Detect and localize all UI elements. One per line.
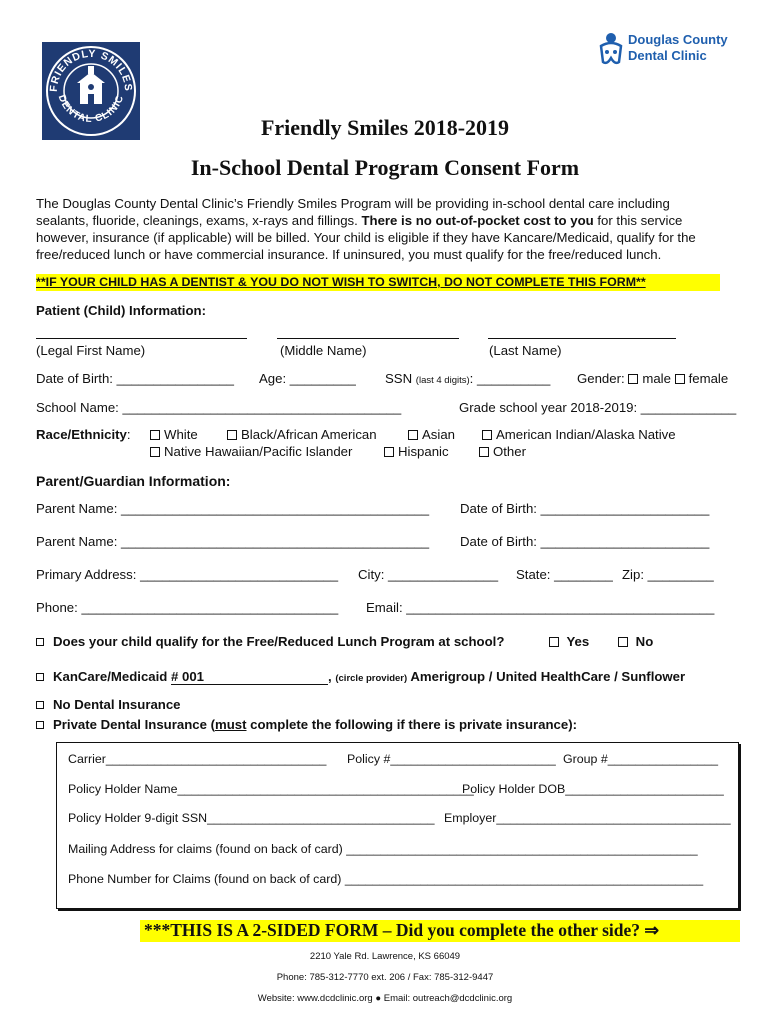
kancare-row: KanCare/Medicaid # 001 , (circle provider) Amerigroup / United HealthCare / Sunflower	[36, 669, 685, 685]
race-option-hawaiian[interactable]: Native Hawaiian/Pacific Islander	[150, 444, 352, 459]
holder-dob-field[interactable]: Policy Holder DOB_______________________	[462, 782, 724, 796]
tooth-family-icon	[598, 32, 624, 66]
first-name-label: (Legal First Name)	[36, 343, 146, 358]
race-option-black[interactable]: Black/African American	[227, 427, 377, 442]
no-insurance-row: No Dental Insurance	[36, 697, 181, 712]
parent-2-dob-field[interactable]: Date of Birth: _______________________	[460, 534, 710, 549]
two-sided-text: ***THIS IS A 2-SIDED FORM – Did you complete the other side? ⇒	[144, 920, 660, 940]
last-name-line[interactable]	[488, 338, 676, 339]
warning-text: **IF YOUR CHILD HAS A DENTIST & YOU DO NOT WISH TO SWITCH, DO NOT COMPLETE THIS FORM**	[36, 275, 646, 289]
age-field[interactable]: Age: _________	[259, 371, 356, 386]
carrier-field[interactable]: Carrier________________________________	[68, 752, 327, 766]
female-checkbox[interactable]	[675, 374, 685, 384]
svg-text:FRIENDLY SMILES: FRIENDLY SMILES	[47, 47, 135, 93]
male-checkbox[interactable]	[628, 374, 638, 384]
footer-website: Website: www.dcdclinic.org ● Email: outreach@dcdclinic.org	[257, 993, 513, 1004]
holder-ssn-field[interactable]: Policy Holder 9-digit SSN_________________________________	[68, 811, 435, 825]
lunch-checkbox[interactable]	[36, 638, 44, 646]
intro-line-1: The Douglas County Dental Clinic’s Friendly Smiles Program will be providing in-school dental care including	[36, 196, 670, 211]
no-insurance-checkbox[interactable]	[36, 701, 44, 709]
last-name-label: (Last Name)	[489, 343, 562, 358]
phone-field[interactable]: Phone: ___________________________________	[36, 600, 339, 615]
lunch-question: Does your child qualify for the Free/Reduced Lunch Program at school?	[36, 634, 504, 649]
group-number-field[interactable]: Group #________________	[563, 752, 719, 766]
footer-phone: Phone: 785-312-7770 ext. 206 / Fax: 785-312-9447	[276, 972, 494, 983]
kancare-checkbox[interactable]	[36, 673, 44, 681]
svg-text:DENTAL CLINIC: DENTAL CLINIC	[55, 93, 127, 126]
private-insurance-checkbox[interactable]	[36, 721, 44, 729]
zip-field[interactable]: Zip: _________	[622, 567, 714, 582]
intro-line-2: sealants, fluoride, cleanings, exams, x-rays and fillings. There is no out-of-pocket cost to you for this service	[36, 213, 683, 228]
grade-field[interactable]: Grade school year 2018-2019: _____________	[459, 400, 737, 415]
douglas-county-logo	[598, 32, 748, 68]
race-option-white[interactable]: White	[150, 427, 198, 442]
lunch-yes-option[interactable]: Yes	[549, 634, 589, 649]
holder-name-field[interactable]: Policy Holder Name___________________________________________	[68, 782, 474, 796]
intro-line-3: however, insurance (if applicable) will be billed. Your child is eligible if they have Kancare/Medicaid, qualify for the	[36, 230, 696, 245]
address-field[interactable]: Primary Address: ___________________________	[36, 567, 339, 582]
footer-address: 2210 Yale Rd. Lawrence, KS 66049	[309, 951, 461, 962]
policy-number-field[interactable]: Policy #________________________	[347, 752, 556, 766]
logo-line-1: Douglas County	[628, 32, 728, 47]
claims-phone-field[interactable]: Phone Number for Claims (found on back of card) ____________________________________________________	[68, 872, 704, 886]
email-field[interactable]: Email: __________________________________________	[366, 600, 715, 615]
parent-2-name-field[interactable]: Parent Name: __________________________________________	[36, 534, 430, 549]
middle-name-line[interactable]	[277, 338, 459, 339]
race-option-asian[interactable]: Asian	[408, 427, 455, 442]
dob-field[interactable]: Date of Birth: ________________	[36, 371, 234, 386]
guardian-heading: Parent/Guardian Information:	[36, 473, 231, 489]
mailing-address-field[interactable]: Mailing Address for claims (found on back of card) ___________________________________________________	[68, 842, 698, 856]
race-option-hispanic[interactable]: Hispanic	[384, 444, 449, 459]
first-name-line[interactable]	[36, 338, 247, 339]
race-ethnicity-label: Race/Ethnicity:	[36, 427, 131, 442]
lunch-no-option[interactable]: No	[618, 634, 653, 649]
form-subtitle: In-School Dental Program Consent Form	[190, 155, 580, 180]
logo-line-2: Dental Clinic	[628, 48, 707, 63]
private-insurance-row: Private Dental Insurance (must complete the following if there is private insurance):	[36, 717, 577, 732]
state-field[interactable]: State: ________	[516, 567, 613, 582]
gender-field: Gender: male female	[577, 371, 729, 386]
parent-1-name-field[interactable]: Parent Name: __________________________________________	[36, 501, 430, 516]
employer-field[interactable]: Employer__________________________________	[444, 811, 731, 825]
middle-name-label: (Middle Name)	[280, 343, 367, 358]
kancare-number-field[interactable]: # 001	[171, 669, 328, 685]
parent-1-dob-field[interactable]: Date of Birth: _______________________	[460, 501, 710, 516]
race-option-american-indian[interactable]: American Indian/Alaska Native	[482, 427, 676, 442]
form-title: Friendly Smiles 2018-2019	[260, 115, 510, 140]
ssn-field[interactable]: SSN (last 4 digits): __________	[385, 371, 551, 386]
city-field[interactable]: City: _______________	[358, 567, 499, 582]
patient-heading: Patient (Child) Information:	[36, 303, 206, 318]
race-option-other[interactable]: Other	[479, 444, 526, 459]
arrow-right-icon: ⇒	[644, 920, 660, 940]
school-name-field[interactable]: School Name: ______________________________________	[36, 400, 402, 415]
intro-line-4: free/reduced lunch or have commercial insurance. If uninsured, you must qualify for the free/reduced lunch.	[36, 247, 662, 262]
